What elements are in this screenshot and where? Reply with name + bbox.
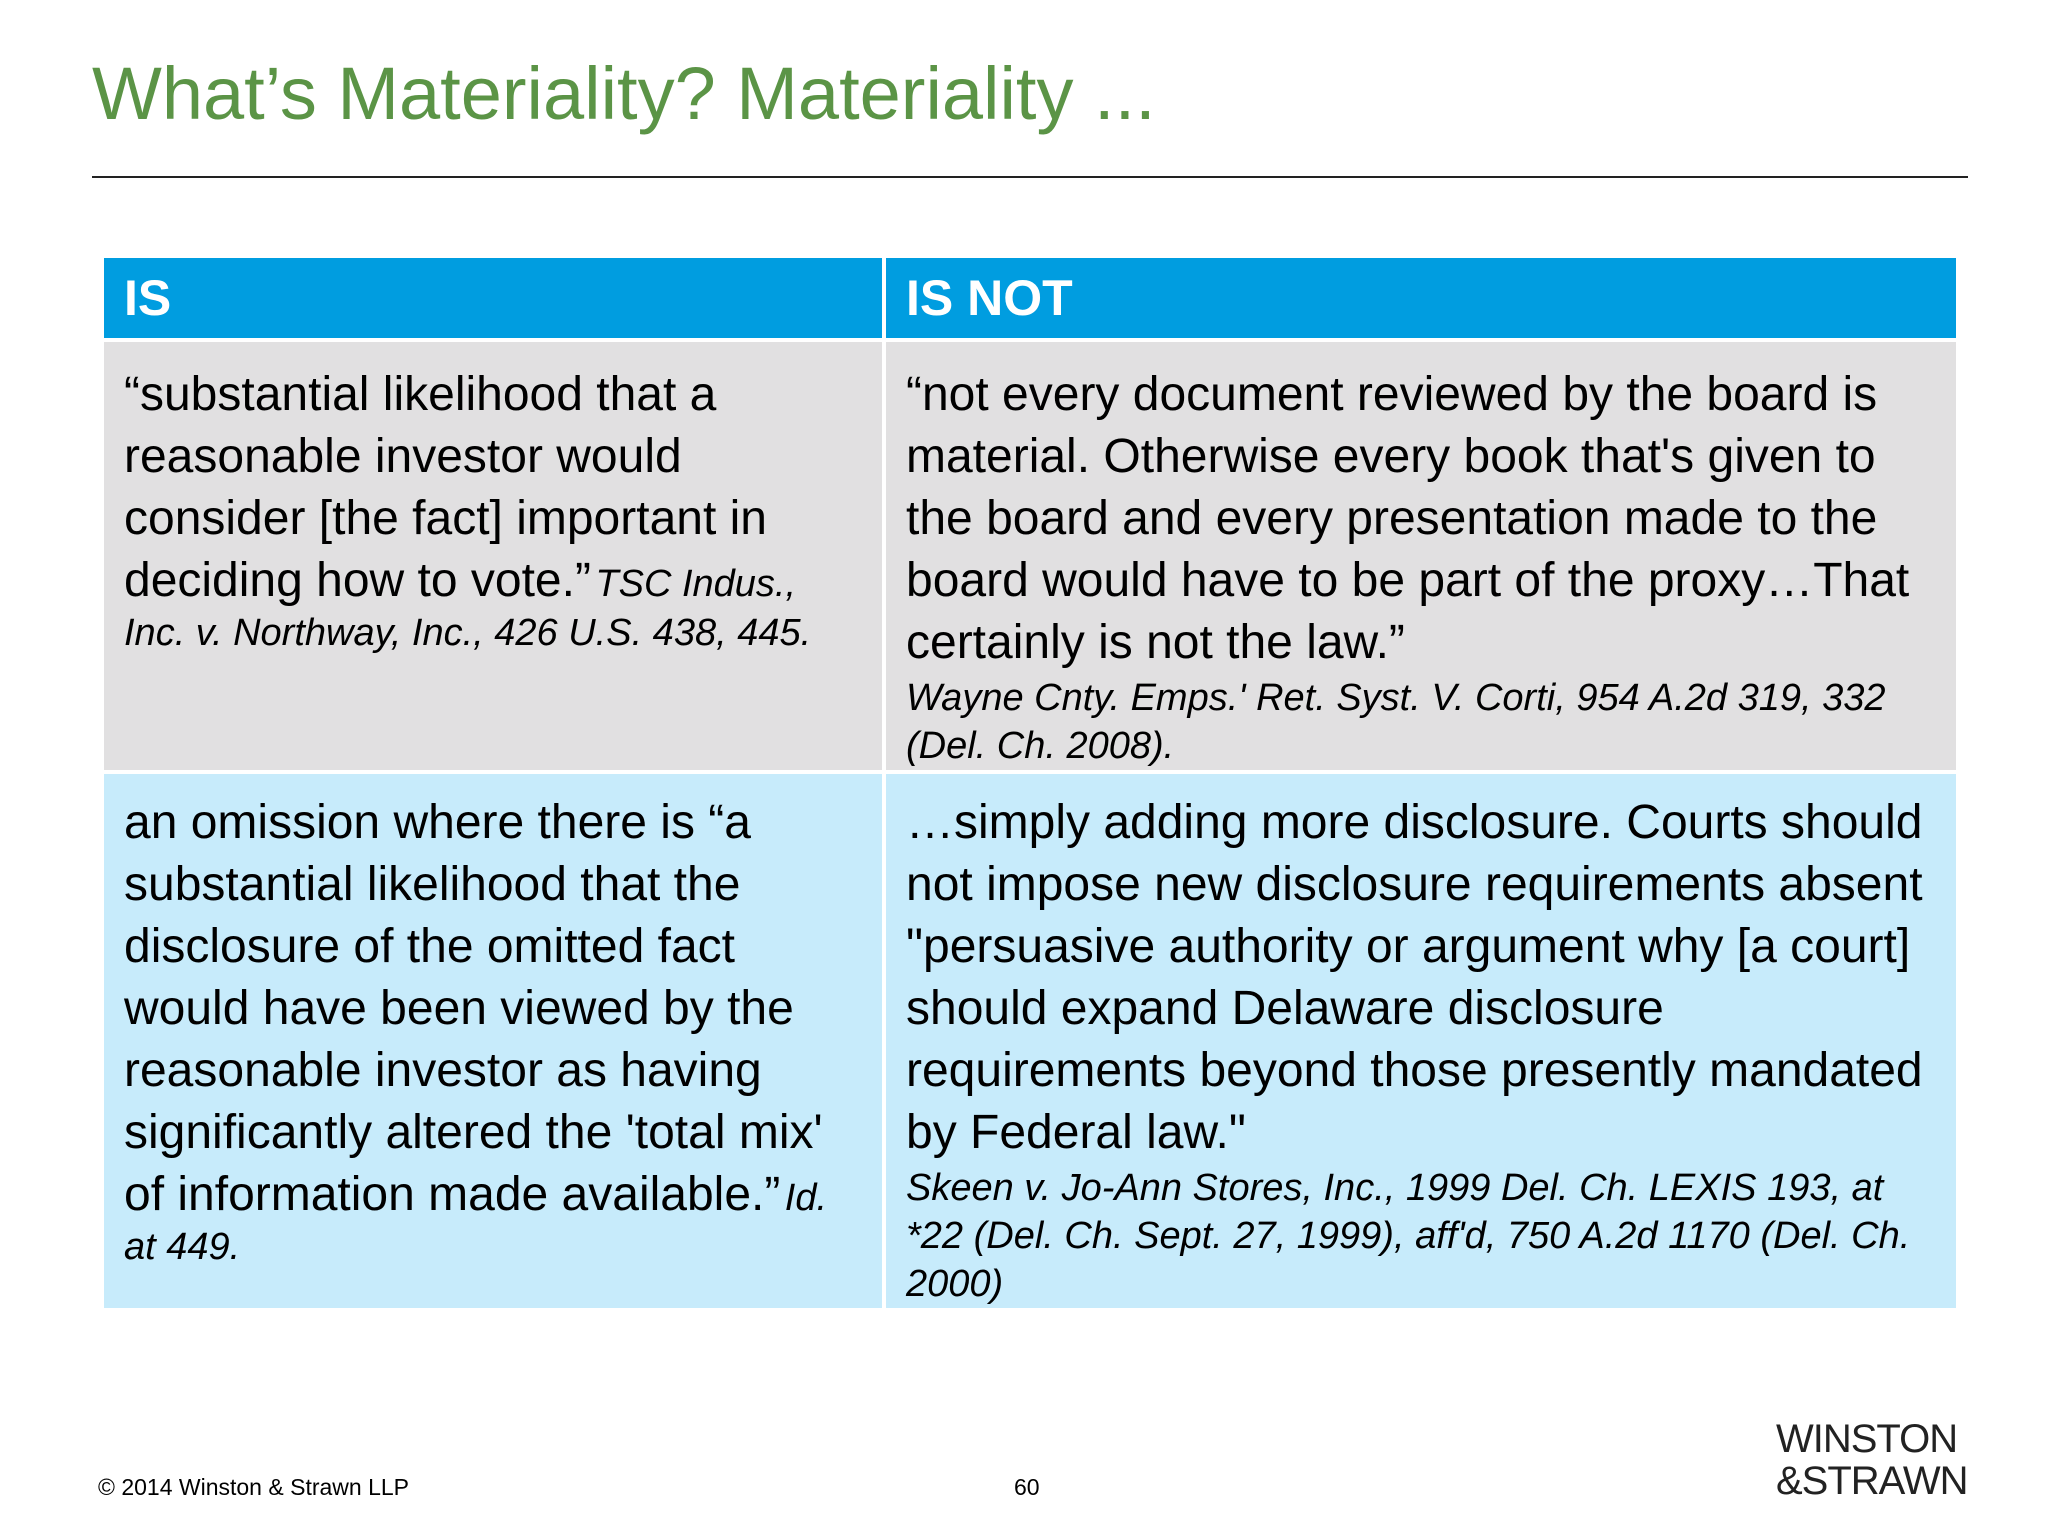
header-is-not: IS NOT — [882, 258, 1956, 338]
is-not-citation: Wayne Cnty. Emps.' Ret. Syst. V. Corti, 954 A.2d 319, 332 (Del. Ch. 2008). — [906, 677, 1886, 767]
cell-is-not-disclosure — [882, 770, 1956, 1308]
is-not-quote: …simply adding more disclosure. Courts should not impose new disclosure requirements absent "persuasive authority or argument why [a court] should expand Delaware disclosure requirements beyond those presently mandated by Federal law." — [906, 796, 1923, 1159]
is-not-quote: “not every document reviewed by the board is material. Otherwise every book that's given to the board and every presentation made to the board would have to be part of the proxy…That certainly is not the law.” — [906, 368, 1910, 669]
is-not-citation: Skeen v. Jo-Ann Stores, Inc., 1999 Del. Ch. LEXIS 193, at *22 (Del. Ch. Sept. 27, 1999), aff'd, 750 A.2d 1170 (Del. Ch. 2000) — [906, 1167, 1911, 1305]
is-quote: “substantial likelihood that a reasonable investor would consider [the fact] important in deciding how to vote.” — [124, 368, 767, 607]
winston-strawn-logo — [1776, 1418, 1966, 1502]
table-row — [104, 770, 1956, 1308]
is-quote: an omission where there is “a substantial likelihood that the disclosure of the omitted fact would have been viewed by the reasonable investor as having significantly altered the 'total mix' of information made available.” — [124, 796, 823, 1221]
cell-is-omission — [104, 770, 882, 1308]
cell-is-definition — [104, 338, 882, 770]
is-citation: TSC Indus., Inc. v. Northway, Inc., 426 U.S. 438, 445. — [124, 563, 812, 654]
logo-line-1: WINSTON — [1776, 1417, 1958, 1461]
footer-copyright: © 2014 Winston & Strawn LLP — [98, 1474, 409, 1500]
table-row — [104, 338, 1956, 770]
logo-line-2: &STRAWN — [1776, 1459, 1968, 1503]
table-header-row — [104, 258, 1956, 338]
title-divider — [92, 176, 1968, 178]
materiality-table — [104, 258, 1956, 1308]
header-is: IS — [104, 258, 882, 338]
cell-is-not-definition — [882, 338, 1956, 770]
is-citation: Id. at 449. — [124, 1177, 828, 1268]
slide-title: What’s Materiality? Materiality ... — [92, 52, 1156, 135]
page-number: 60 — [1014, 1474, 1040, 1500]
